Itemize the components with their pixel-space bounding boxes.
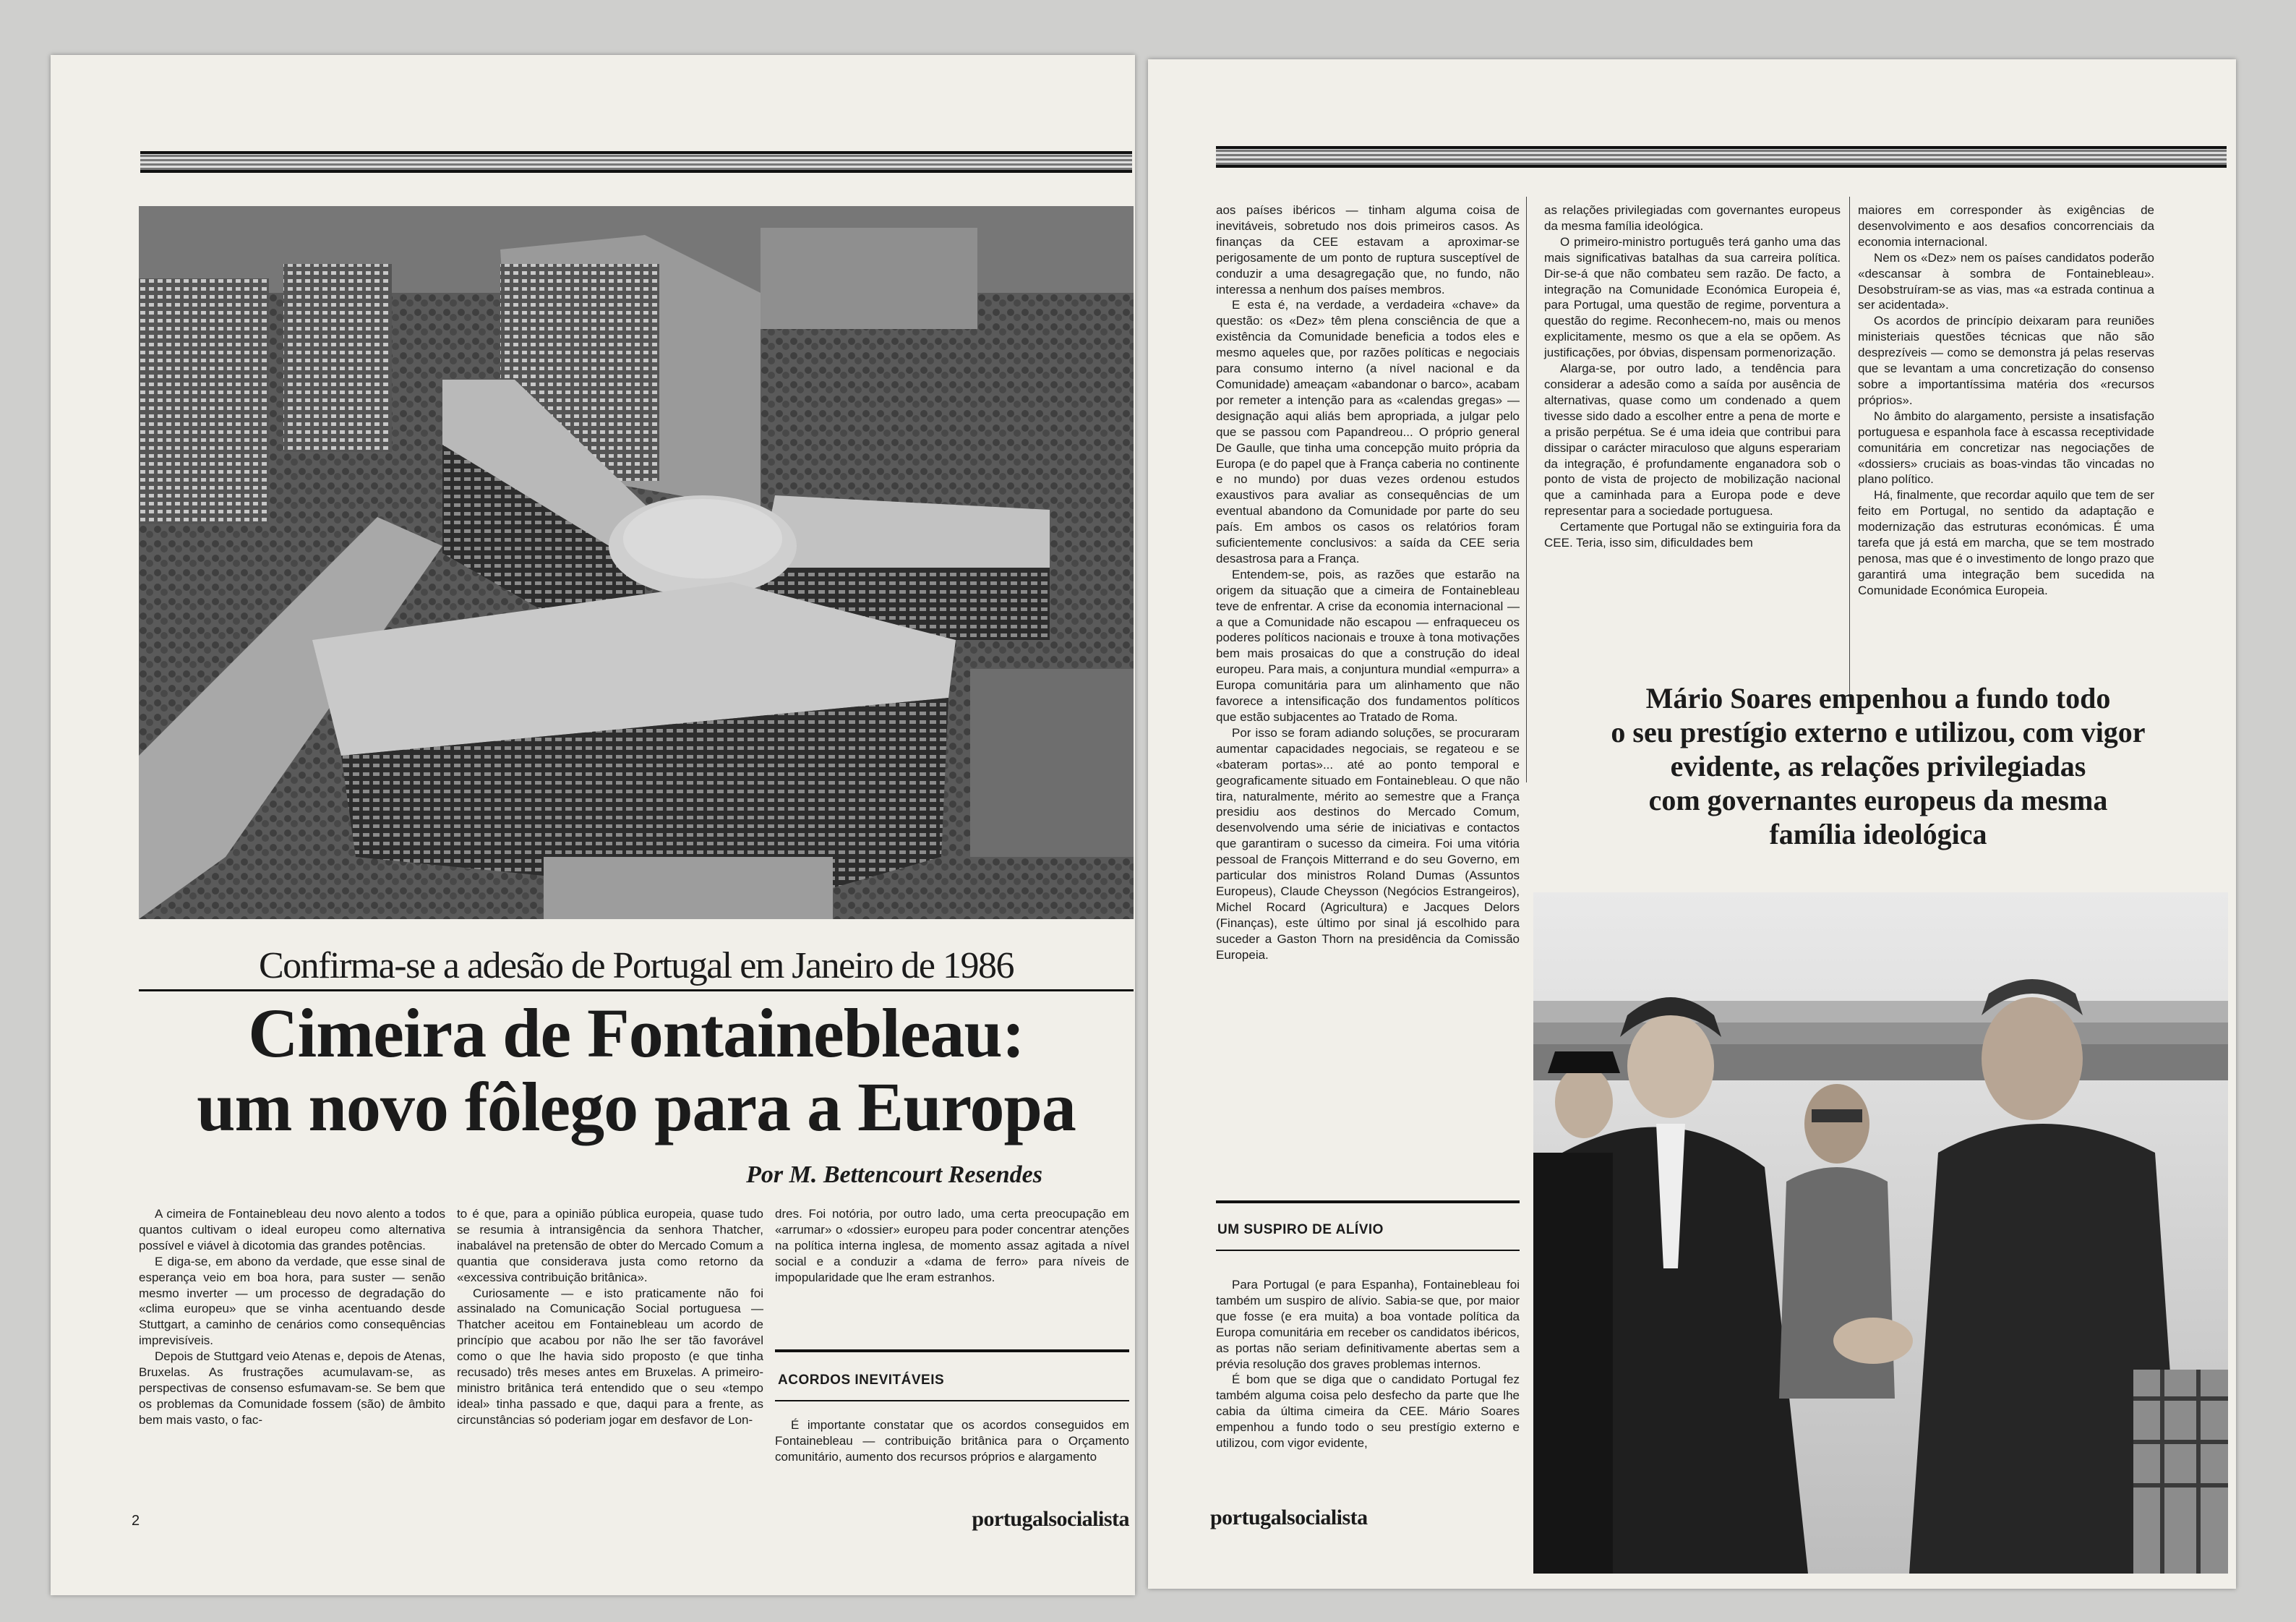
footer-brand: portugalsocialista <box>1210 1506 1368 1529</box>
section-rule-top <box>775 1349 1129 1352</box>
pull-quote-line: Mário Soares empenhou a fundo todo <box>1645 682 2111 714</box>
pull-quote-line: o seu prestígio externo e utilizou, com vigor <box>1611 716 2146 748</box>
left-column-3-continued <box>775 1417 1129 1465</box>
paragraph: dres. Foi notória, por outro lado, uma certa preocupação em «arrumar» o «dossier» europeu para poder concentrar atenções na política interna inglesa, de momento assaz agitada a nível social e a conduzir a «dama de ferro» para níveis de impopularidade que lhe eram estranhos. <box>775 1207 1129 1284</box>
paragraph: maiores em corresponder às exigências de desenvolvimento e aos desafios concorrenciais da economia internacional. <box>1858 203 2154 249</box>
paragraph: Certamente que Portugal não se extinguiria fora da CEE. Teria, isso sim, dificuldades bem <box>1544 520 1841 550</box>
paragraph: Curiosamente — e isto praticamente não foi assinalado na Comunicação Social portuguesa — Thatcher aceitou em Fontainebleau um acordo de princípio que acabou por não lhe ser tão favorável como o que lhe havia sido proposto (e que tinha recusado) três meses antes em Bruxelas. A primeiro-ministro britânica terá entendido que o seu «tempo ideal» tinha passado e que, daqui para a frente, as circunstâncias só poderiam jogar em desfavor de Lon- <box>457 1286 763 1427</box>
paragraph: No âmbito do alargamento, persiste a insatisfação portuguesa e espanhola face à escassa receptividade comunitária em concretizar nas negociações de «dossiers» cruciais as boas-vindas tão vincadas no plano político. <box>1858 409 2154 487</box>
section-heading: UM SUSPIRO DE ALÍVIO <box>1217 1222 1384 1237</box>
section-heading: ACORDOS INEVITÁVEIS <box>778 1373 945 1388</box>
footer-brand: portugalsocialista <box>972 1507 1129 1531</box>
page-number: 2 <box>132 1513 140 1529</box>
left-column-1 <box>139 1206 445 1428</box>
left-column-3 <box>775 1206 1129 1286</box>
supertitle-rule <box>139 989 1134 991</box>
paragraph: Nem os «Dez» nem os países candidatos poderão «descansar à sombra de Fontainebleau». Desobstruíram-se as vias, mas «a estrada continua a ser acidentada». <box>1858 250 2154 312</box>
paragraph: E esta é, na verdade, a verdadeira «chave» da questão: os «Dez» têm plena consciência de que a existência da Comunidade beneficia a todos eles e mesmo aqueles que, por razões políticas e negociais para consumo interno (a nível nacional e da Comunidade) ameaçam «abandonar o barco», acabam por remeter a intenção para as «calendas gregas» — designação aqui aliás bem apropriada, a julgar pelo que se passou com Papandreou... O próprio general De Gaulle, que tinha uma concepção muito própria da Europa (e do papel que à França caberia no continente e no mundo) por duas vezes ordenou estudos exaustivos para avaliar as consequências de um eventual abandono da Comunidade por parte do seu país. Em ambos os casos os relatórios foram suficientemente conclusivos: a saída da CEE seria desastrosa para a França. <box>1216 298 1520 565</box>
paragraph: Depois de Stuttgard veio Atenas e, depois de Atenas, Bruxelas. As frustrações acumulavam-se, as perspectivas de consenso esfumavam-se. Se bem que os problemas da Comunidade fossem (são) de âmbito bem mais vasto, o fac- <box>139 1349 445 1427</box>
right-column-1 <box>1216 202 1520 963</box>
top-rule-band <box>1216 146 2227 168</box>
paragraph: E diga-se, em abono da verdade, que esse sinal de esperança veio em boa hora, para suster — senão mesmo inverter — um processo de degradação do «clima europeu» que se vinha acentuando desde Stuttgart, a caminho de cenários como consequências imprevisíveis. <box>139 1254 445 1348</box>
pull-quote <box>1531 681 2225 851</box>
right-column-2 <box>1544 202 1841 551</box>
handshake-illustration <box>1533 892 2228 1574</box>
headline-line-2: um novo fôlego para a Europa <box>197 1068 1076 1145</box>
right-page <box>1148 59 2236 1589</box>
paragraph: A cimeira de Fontainebleau deu novo alento a todos quantos cultivam o ideal europeu como alternativa possível e viável à dicotomia das grandes potências. <box>139 1207 445 1252</box>
right-column-3 <box>1858 202 2154 599</box>
aerial-photo <box>139 206 1134 919</box>
headline <box>139 996 1134 1144</box>
paragraph: O primeiro-ministro português terá ganho uma das mais significativas batalhas da sua carreira política. Dir-se-á que não combateu sem razão. De facto, a integração na Comunidade Económica Europeia é, para Portugal, uma questão de regime, porventura a questão do regime. Reconhecem-no, mais ou menos explicitamente, mesmo os que a ela se opõem. As justificações, por óbvias, dispensam pormenorização. <box>1544 234 1841 360</box>
column-divider <box>1849 197 1850 703</box>
left-page <box>51 55 1135 1595</box>
pull-quote-line: evidente, as relações privilegiadas <box>1670 750 2086 782</box>
paragraph: aos países ibéricos — tinham alguma coisa de inevitáveis, sobretudo nos dois primeiros casos. As finanças da CEE estavam a aproximar-se perigosamente de um ponto de ruptura susceptível de conduzir a uma desagregação que, no fundo, não interessa a nenhum dos países membros. <box>1216 203 1520 296</box>
left-column-2 <box>457 1206 763 1428</box>
section-rule-top <box>1216 1200 1520 1203</box>
paragraph: as relações privilegiadas com governantes europeus da mesma família ideológica. <box>1544 203 1841 233</box>
paragraph: É importante constatar que os acordos conseguidos em Fontainebleau — contribuição britânica para o Orçamento comunitário, aumento dos recursos próprios e alargamento <box>775 1418 1129 1464</box>
byline: Por M. Bettencourt Resendes <box>746 1161 1042 1188</box>
handshake-photo <box>1533 892 2228 1574</box>
paragraph: É bom que se diga que o candidato Portugal fez também alguma coisa pelo desfecho da parte que lhe cabia da última cimeira da CEE. Mário Soares empenhou a fundo todo o seu prestígio externo e utilizou, com vigor evidente, <box>1216 1373 1520 1451</box>
pull-quote-line: com governantes europeus da mesma <box>1648 784 2108 816</box>
top-rule-band <box>140 151 1132 173</box>
pull-quote-line: família ideológica <box>1769 818 1987 850</box>
paragraph: Alarga-se, por outro lado, a tendência para considerar a adesão como a saída por ausência de alternativas, quase como um condenado a quem tivesse sido dado a escolher entre a pena de morte e a prisão perpétua. Se é uma ideia que contribui para dissipar o carácter miraculoso que alguns esperariam da integração, é profundamente enganadora sob o ponto de vista de projecto de mobilização nacional que a caminhada para a Europa pode e deve representar para a sociedade portuguesa. <box>1544 362 1841 518</box>
paragraph: to é que, para a opinião pública europeia, quase tudo se resumia à intransigência da senhora Thatcher, inabalável na pretensão de obter do Mercado Comum a quantia que considerava justa como retorno da «excessiva contribuição britânica». <box>457 1207 763 1284</box>
paragraph: Por isso se foram adiando soluções, se procuraram aumentar capacidades negociais, se regateou e se «bateram portas»... até ao ponto temporal e geograficamente situado em Fontainebleau. O que não tira, naturalmente, mérito ao semestre que a França presidiu aos destinos do Mercado Comum, desenvolvendo uma série de iniciativas e contactos que garantiram o sucesso da cimeira. Foi uma vitória pessoal de François Mitterrand e do seu Governo, em particular dos ministros Roland Dumas (Assuntos Europeus), Claude Cheysson (Negócios Estrangeiros), Michel Rocard (Agricultura) e Jacques Delors (Finanças), este último por sinal já escolhido para suceder a Gaston Thorn na presidência da Comissão Europeia. <box>1216 725 1520 962</box>
right-column-1-continued <box>1216 1277 1520 1451</box>
headline-line-1: Cimeira de Fontainebleau: <box>248 994 1024 1072</box>
section-rule-bottom <box>1216 1250 1520 1251</box>
section-rule-bottom <box>775 1400 1129 1401</box>
supertitle: Confirma-se a adesão de Portugal em Janeiro de 1986 <box>258 945 1014 986</box>
building-illustration <box>139 206 1134 919</box>
paragraph: Há, finalmente, que recordar aquilo que tem de ser feito em Portugal, no sentido da adaptação e modernização das estruturas económicas. É uma tarefa que já está em marcha, que se tem mostrado penosa, mas que é o investimento de longo prazo que garantirá uma integração bem sucedida na Comunidade Económica Europeia. <box>1858 488 2154 597</box>
paragraph: Entendem-se, pois, as razões que estarão na origem da situação que a cimeira de Fontainebleau teve de enfrentar. A crise da economia internacional — a que a Comunidade não escapou — enfraqueceu os poderes políticos nacionais e trouxe à tona motivações bem mais prosaicas do que a construção do ideal europeu. Para mais, a conjuntura mundial «empurra» a Europa comunitária para um alinhamento que não favorece a intensificação dos fundamentos políticos que estão subjacentes ao Tratado de Roma. <box>1216 567 1520 724</box>
paragraph: Os acordos de princípio deixaram para reuniões ministeriais questões técnicas que não são desprezíveis — como se demonstra já pelas reservas que se levantam a uma concretização do consenso sobre a importantíssima matéria dos «recursos próprios». <box>1858 314 2154 407</box>
column-divider <box>1526 197 1527 782</box>
paragraph: Para Portugal (e para Espanha), Fontainebleau foi também um suspiro de alívio. Sabia-se que, por maior que fosse (e era muita) a boa vontade política da Europa comunitária em receber os candidatos ibéricos, as portas não seriam definitivamente abertas sem a prévia resolução dos graves problemas internos. <box>1216 1278 1520 1371</box>
